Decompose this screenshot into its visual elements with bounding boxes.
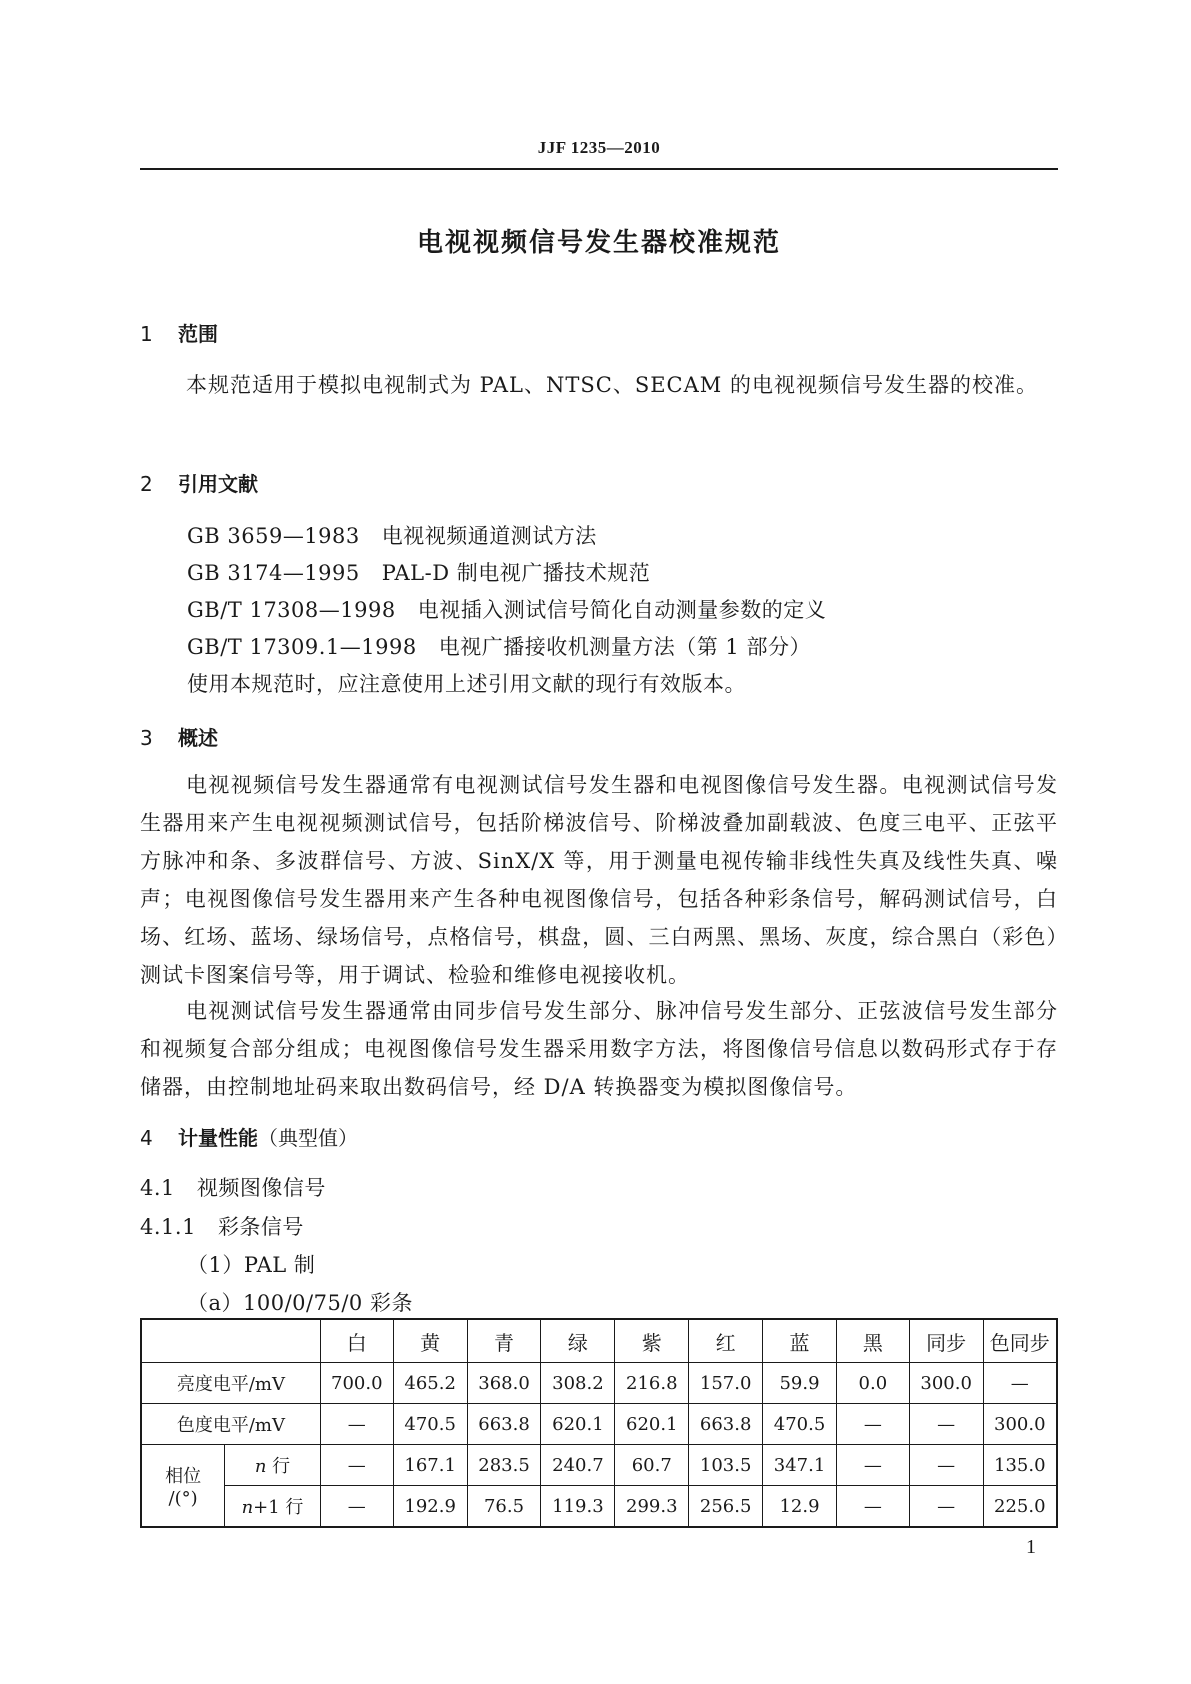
table-cell: 135.0	[983, 1445, 1057, 1486]
table-cell: 663.8	[689, 1404, 763, 1445]
table-cell: 167.1	[393, 1445, 467, 1486]
table-cell: —	[320, 1445, 393, 1486]
table-cell: —	[909, 1404, 983, 1445]
table-cell: 300.0	[983, 1404, 1057, 1445]
column-header: 蓝	[763, 1319, 837, 1363]
section-4-title-suffix: （典型值）	[258, 1126, 358, 1150]
column-header: 紫	[615, 1319, 689, 1363]
column-header: 同步	[909, 1319, 983, 1363]
table-header-row	[141, 1319, 1057, 1363]
table-row-chroma	[141, 1404, 1057, 1445]
subsection-4-1-1	[140, 1211, 304, 1241]
section-2-title: 引用文献	[178, 472, 258, 496]
reference-item	[187, 520, 597, 550]
reference-item	[187, 557, 650, 587]
table-cell: 299.3	[615, 1486, 689, 1528]
table-cell: 470.5	[393, 1404, 467, 1445]
table-cell: —	[983, 1363, 1057, 1404]
section-2-heading	[140, 468, 258, 497]
table-cell: —	[909, 1486, 983, 1528]
table-cell: 700.0	[320, 1363, 393, 1404]
row-sublabel-n-plus-1	[225, 1486, 321, 1528]
table-cell: 119.3	[541, 1486, 615, 1528]
table-cell: 0.0	[836, 1363, 909, 1404]
reference-code: GB 3659—1983	[187, 524, 360, 548]
table-cell: —	[320, 1404, 393, 1445]
table-cell: 59.9	[763, 1363, 837, 1404]
table-cell: 347.1	[763, 1445, 837, 1486]
header-divider	[140, 168, 1058, 170]
section-1-title: 范围	[178, 322, 218, 346]
subsection-4-1-title: 视频图像信号	[196, 1176, 326, 1200]
table-cell: 300.0	[909, 1363, 983, 1404]
table-cell: 620.1	[541, 1404, 615, 1445]
subsection-4-1-number: 4.1	[140, 1176, 175, 1200]
reference-item	[187, 631, 811, 661]
section-3-heading	[140, 722, 218, 751]
reference-code: GB/T 17308—1998	[187, 598, 396, 622]
section-4-heading	[140, 1122, 358, 1151]
column-header: 黑	[836, 1319, 909, 1363]
item-pal: （1）PAL 制	[187, 1253, 316, 1277]
table-cell: 103.5	[689, 1445, 763, 1486]
table-cell: 12.9	[763, 1486, 837, 1528]
table-cell: —	[320, 1486, 393, 1528]
reference-note: 使用本规范时，应注意使用上述引用文献的现行有效版本。	[187, 672, 746, 696]
reference-code: GB/T 17309.1—1998	[187, 635, 417, 659]
table-cell: 470.5	[763, 1404, 837, 1445]
column-header: 色同步	[983, 1319, 1057, 1363]
column-header: 白	[320, 1319, 393, 1363]
section-3-paragraph-2: 电视测试信号发生器通常由同步信号发生部分、脉冲信号发生部分、正弦波信号发生部分和视频复合部分组成；电视图像信号发生器采用数字方法，将图像信号信息以数码形式存于存储器，由控制地址码来取出数码信号，经 D/A 转换器变为模拟图像信号。	[140, 999, 1058, 1099]
table-cell: 192.9	[393, 1486, 467, 1528]
table-row-phase-n	[141, 1445, 1057, 1486]
column-header: 青	[467, 1319, 541, 1363]
column-header: 绿	[541, 1319, 615, 1363]
reference-item	[187, 594, 826, 624]
phase-label-line-2: /(°)	[168, 1488, 198, 1509]
table-cell: 240.7	[541, 1445, 615, 1486]
colorbar-table	[140, 1318, 1058, 1528]
page-number: 1	[1026, 1536, 1036, 1558]
section-3-paragraph-1: 电视视频信号发生器通常有电视测试信号发生器和电视图像信号发生器。电视测试信号发生器用来产生电视视频测试信号，包括阶梯波信号、阶梯波叠加副载波、色度三电平、正弦平方脉冲和条、多波群信号、方波、SinX/X 等，用于测量电视传输非线性失真及线性失真、噪声；电视图像信号发生器用来产生各种电视图像信号，包括各种彩条信号，解码测试信号，白场、红场、蓝场、绿场信号，点格信号，棋盘，圆、三白两黑、黑场、灰度，综合黑白（彩色）测试卡图案信号等，用于调试、检验和维修电视接收机。	[140, 773, 1058, 987]
variable-n: n	[241, 1497, 254, 1518]
table-cell: —	[909, 1445, 983, 1486]
row-sublabel-suffix: +1 行	[253, 1497, 304, 1518]
subsection-4-1-1-title: 彩条信号	[217, 1215, 304, 1239]
table-row-luma	[141, 1363, 1057, 1404]
section-4-number: 4	[140, 1126, 153, 1150]
table-corner-cell	[141, 1319, 320, 1363]
section-1-number: 1	[140, 322, 153, 346]
table-cell: 216.8	[615, 1363, 689, 1404]
reference-name: 电视广播接收机测量方法（第 1 部分）	[438, 635, 811, 659]
table-row-phase-n-plus-1	[141, 1486, 1057, 1528]
column-header: 黄	[393, 1319, 467, 1363]
phase-label-line-1: 相位	[165, 1466, 202, 1487]
section-1-body: 本规范适用于模拟电视制式为 PAL、NTSC、SECAM 的电视视频信号发生器的校准。	[186, 373, 1038, 397]
table-cell: 308.2	[541, 1363, 615, 1404]
row-sublabel-suffix: 行	[266, 1456, 291, 1477]
reference-code: GB 3174—1995	[187, 561, 360, 585]
table-cell: —	[836, 1486, 909, 1528]
column-header: 红	[689, 1319, 763, 1363]
section-3-title: 概述	[178, 726, 218, 750]
table-cell: 368.0	[467, 1363, 541, 1404]
document-code-header: JJF 1235—2010	[537, 138, 661, 157]
row-label: 色度电平/mV	[141, 1404, 320, 1445]
reference-name: 电视视频通道测试方法	[381, 524, 597, 548]
table-cell: —	[836, 1404, 909, 1445]
table-cell: 663.8	[467, 1404, 541, 1445]
subsection-4-1-1-number: 4.1.1	[140, 1215, 196, 1239]
table-cell: 76.5	[467, 1486, 541, 1528]
table-cell: 60.7	[615, 1445, 689, 1486]
section-1-heading	[140, 318, 218, 347]
table-cell: 283.5	[467, 1445, 541, 1486]
reference-name: 电视插入测试信号简化自动测量参数的定义	[417, 598, 827, 622]
table-cell: 465.2	[393, 1363, 467, 1404]
section-3-number: 3	[140, 726, 153, 750]
section-2-number: 2	[140, 472, 153, 496]
document-title: 电视视频信号发生器校准规范	[416, 228, 781, 258]
subsection-4-1	[140, 1172, 326, 1202]
table-cell: 157.0	[689, 1363, 763, 1404]
row-label-phase	[141, 1445, 225, 1528]
variable-n: n	[254, 1456, 267, 1477]
reference-name: PAL-D 制电视广播技术规范	[381, 561, 651, 585]
table-cell: —	[836, 1445, 909, 1486]
row-sublabel-n	[225, 1445, 321, 1486]
table-cell: 256.5	[689, 1486, 763, 1528]
item-colorbar-100-0-75-0: （a）100/0/75/0 彩条	[187, 1291, 413, 1315]
table-cell: 620.1	[615, 1404, 689, 1445]
section-4-title: 计量性能	[178, 1126, 258, 1150]
row-label: 亮度电平/mV	[141, 1363, 320, 1404]
table-cell: 225.0	[983, 1486, 1057, 1528]
